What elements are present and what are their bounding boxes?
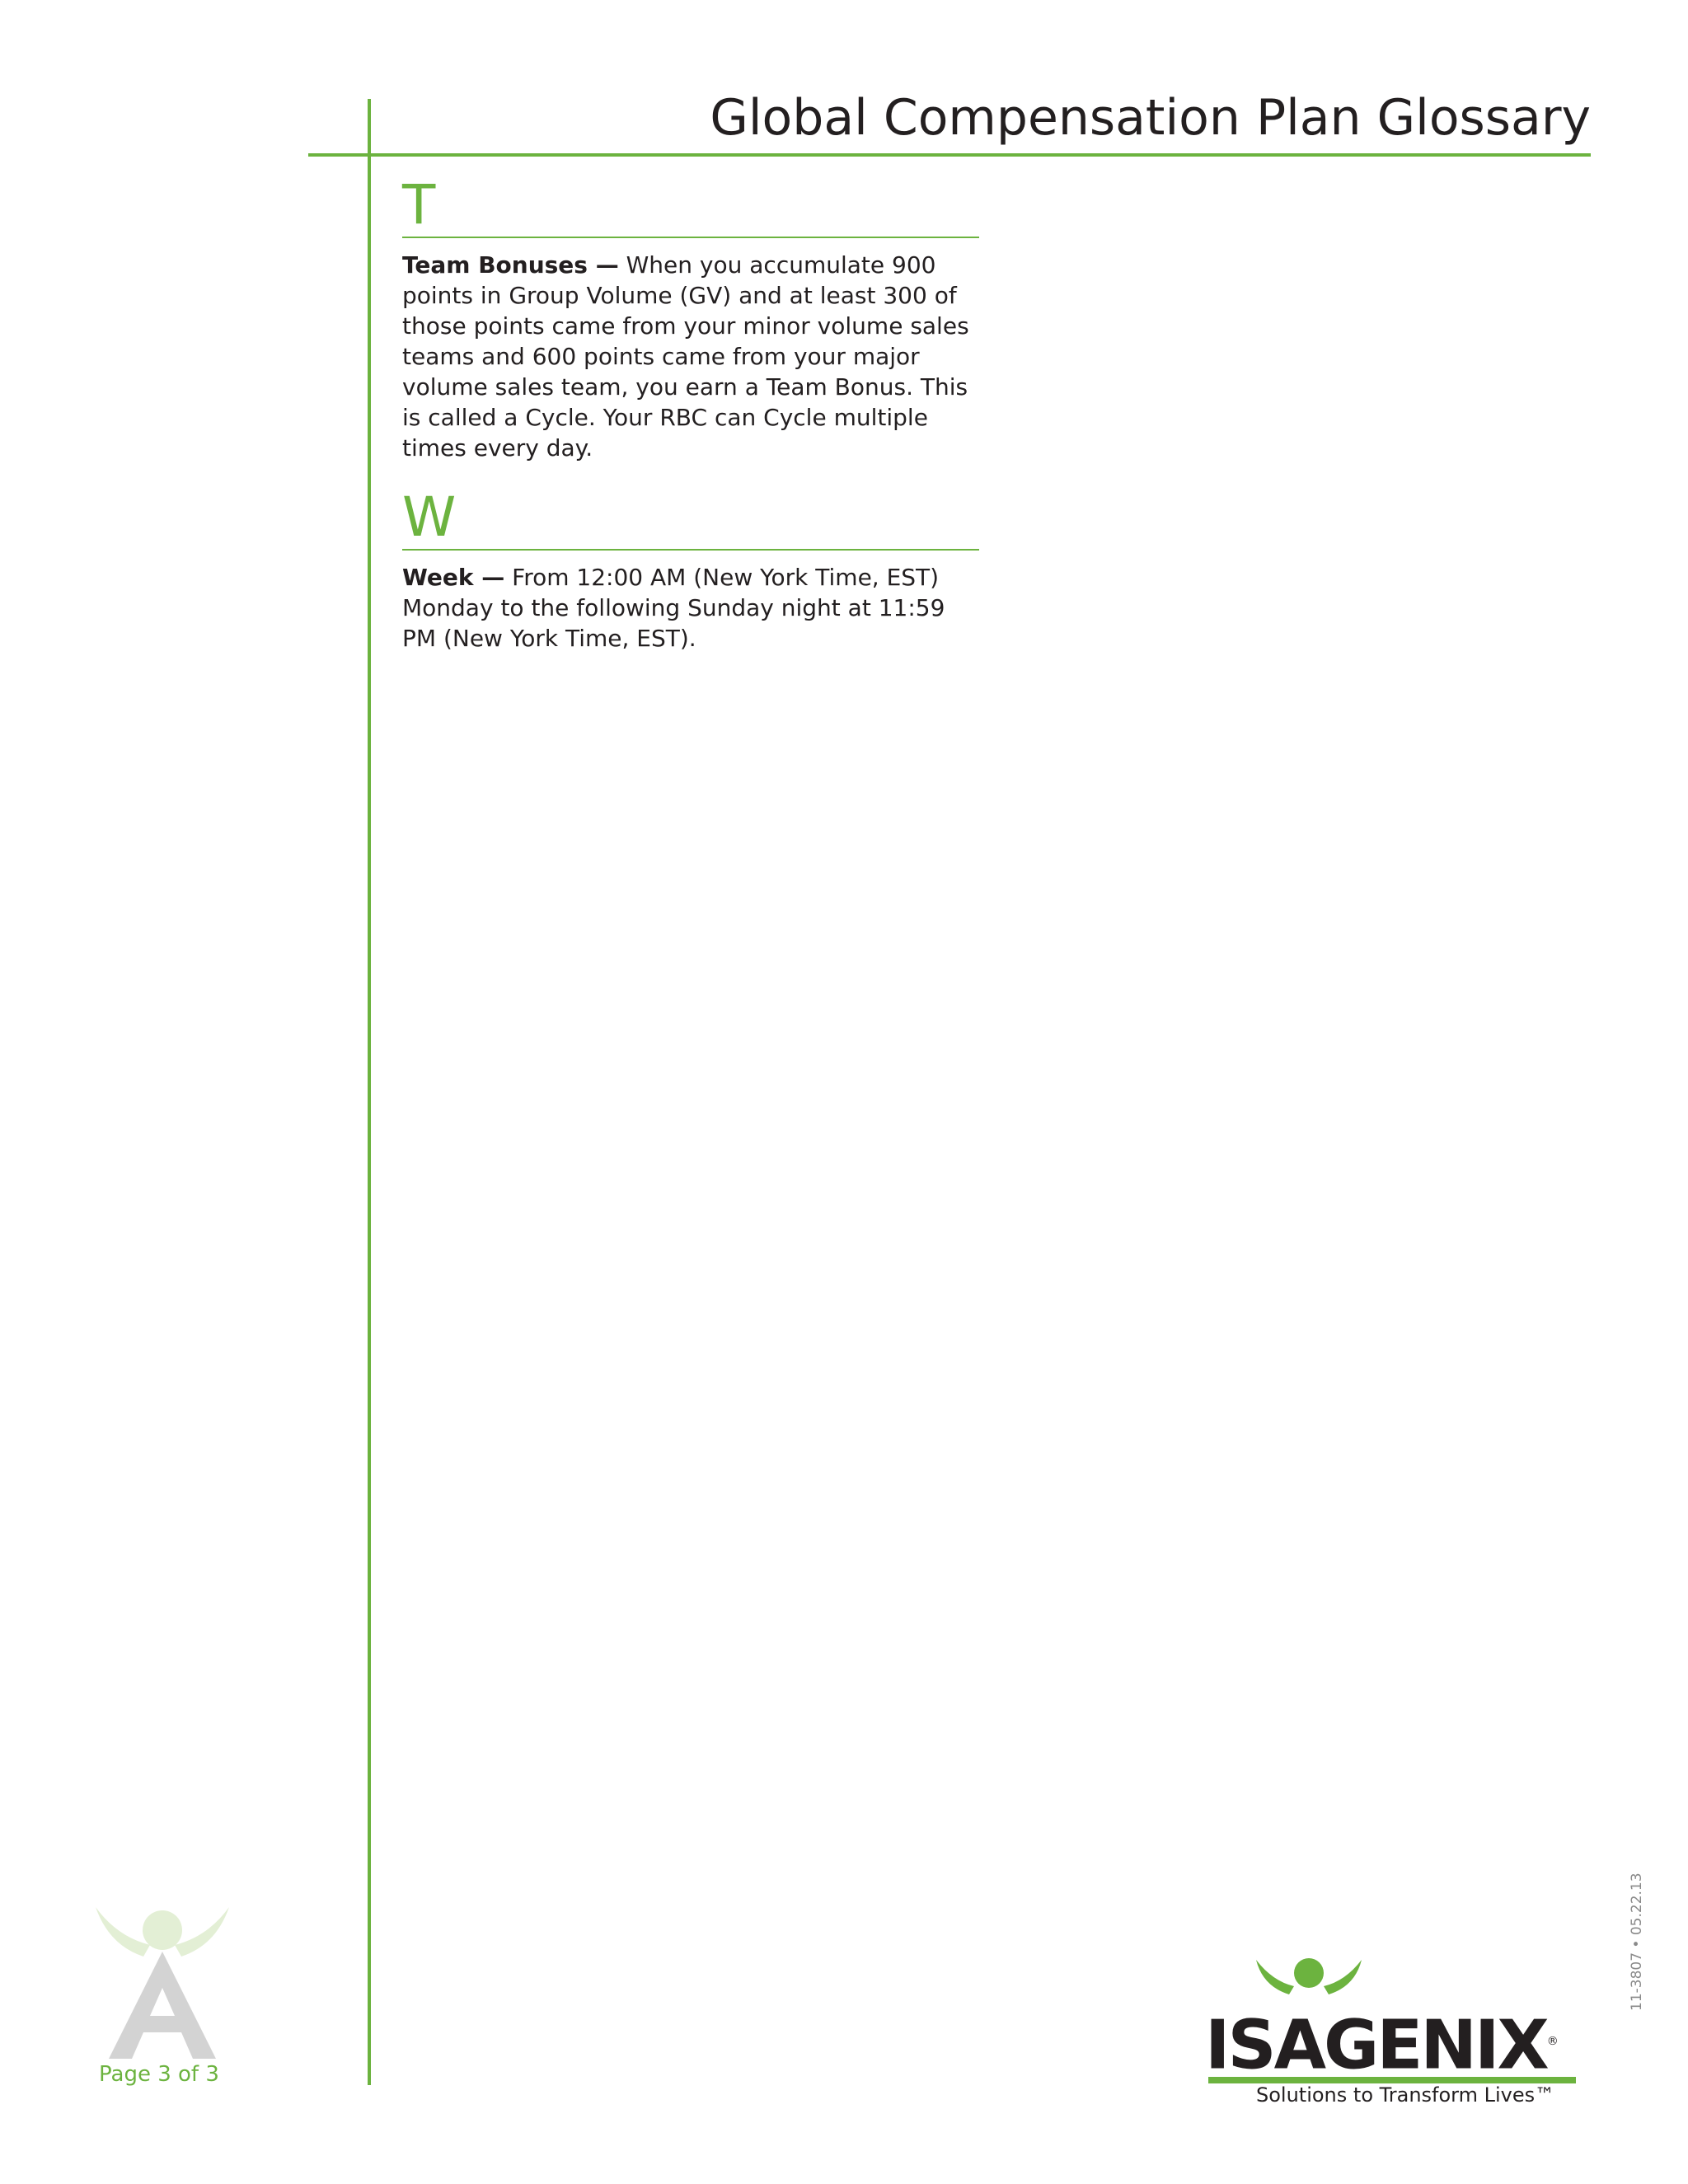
- glossary-term: Week —: [402, 564, 505, 591]
- glossary-entry: [402, 250, 979, 463]
- title-rule: [308, 153, 1591, 157]
- brand-tagline: Solutions to Transform Lives™: [1256, 2083, 1555, 2107]
- brand-wordmark: [1205, 2004, 1559, 2083]
- glossary-entry: [402, 562, 979, 654]
- glossary-definition: When you accumulate 900 points in Group Volume (GV) and at least 300 of those points came from your minor volume sales teams and 600 points came from your major volume sales team, you earn a Team Bonus. This is called a Cycle. Your RBC can Cycle multiple times every day.: [402, 251, 969, 462]
- page-title: Global Compensation Plan Glossary: [710, 89, 1591, 147]
- registered-mark: ®: [1546, 2035, 1559, 2048]
- glossary-term: Team Bonuses —: [402, 251, 619, 279]
- brand-name: ISAGENIX: [1205, 2006, 1547, 2085]
- page-number: Page 3 of 3: [99, 2062, 219, 2087]
- glossary-section-t: [402, 173, 979, 463]
- document-code: 11-3807 • 05.22.13: [1629, 1872, 1645, 2011]
- section-divider: [402, 549, 979, 551]
- section-letter: T: [402, 173, 436, 237]
- section-divider: [402, 237, 979, 238]
- figure-watermark-icon: [92, 1896, 232, 2060]
- section-letter: W: [402, 485, 457, 549]
- glossary-section-w: [402, 485, 979, 654]
- vertical-rule: [368, 99, 371, 2085]
- glossary-definition: From 12:00 AM (New York Time, EST) Monday to the following Sunday night at 11:59 PM (New York Time, EST).: [402, 564, 945, 652]
